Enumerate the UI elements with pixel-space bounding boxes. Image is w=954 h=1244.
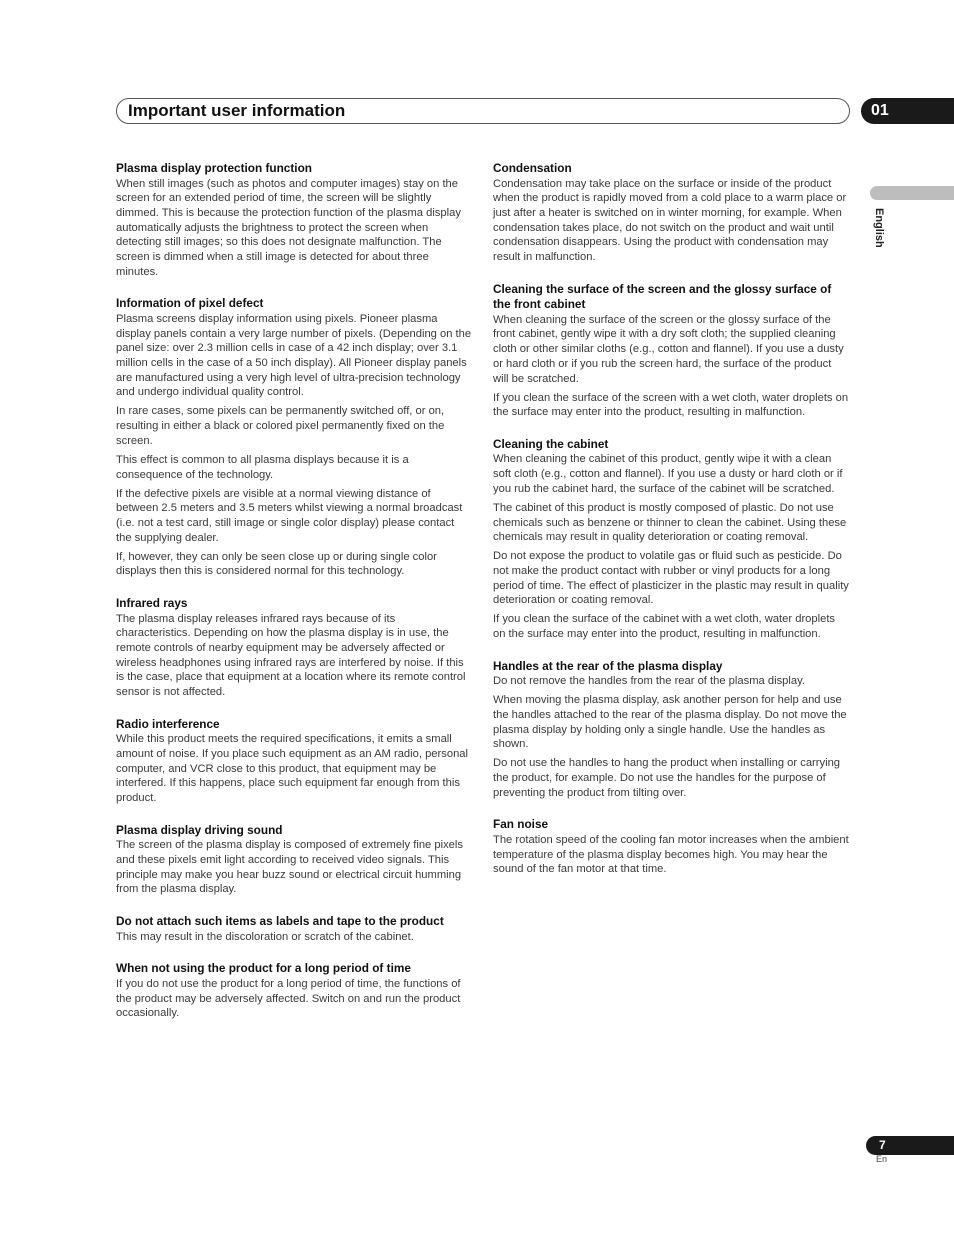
section bbox=[116, 296, 472, 579]
section-paragraph: The rotation speed of the cooling fan motor increases when the ambient temperature of the plasma display becomes high. You may hear the sound of the fan motor at that time. bbox=[493, 833, 849, 876]
section bbox=[493, 437, 849, 642]
left-column bbox=[116, 161, 472, 1038]
section-heading: Cleaning the cabinet bbox=[493, 436, 609, 451]
section-paragraph: Condensation may take place on the surface or inside of the product when the product is rapidly moved from a cold place to a warm place or just after a heater is switched on in winter morning, for example. When condensation takes place, do not switch on the product and wait until condensation disappears. Using the product with condensation may result in malfunction. bbox=[493, 177, 847, 264]
section-heading: When not using the product for a long period of time bbox=[116, 961, 411, 976]
section-paragraph: The plasma display releases infrared rays because of its characteristics. Depending on how the plasma display is in use, the remote controls of nearby equipment may be adversely affected or wireless headphones using infrared rays are interfered by noise. If this is the case, place that equipment at a location where its remote control sensor is not affected. bbox=[116, 612, 466, 699]
right-column bbox=[493, 161, 849, 894]
section-paragraph: If you clean the surface of the cabinet with a wet cloth, water droplets on the surface may enter into the product, resulting in malfunction. bbox=[493, 613, 836, 641]
section bbox=[493, 659, 849, 801]
section-header-bar bbox=[116, 98, 850, 124]
language-label: English bbox=[873, 208, 885, 248]
section-paragraph: If, however, they can only be seen close up or during single color displays then this is considered normal for this technology. bbox=[116, 550, 437, 578]
section-heading: Radio interference bbox=[116, 716, 220, 731]
section-paragraph: In rare cases, some pixels can be permanently switched off, or on, resulting in either a black or colored pixel permanently fixed on the screen. bbox=[116, 405, 445, 447]
section-paragraph: When still images (such as photos and computer images) stay on the screen for an extended period of time, the screen will be slightly dimmed. This is because the protection function of the plasma display automatically adjusts the brightness to protect the screen when detecting still images; so this does not designate malfunction. The screen is dimmed when a still image is detected for about three minutes. bbox=[116, 177, 461, 278]
section bbox=[116, 717, 472, 806]
section bbox=[493, 161, 849, 265]
section-heading: Information of pixel defect bbox=[116, 296, 264, 311]
section-paragraph: While this product meets the required specifications, it emits a small amount of noise. If you place such equipment as an AM radio, personal computer, and VCR close to this product, that equipment may be interfered. If this happens, place such equipment far enough from this product. bbox=[116, 733, 468, 805]
section-heading: Condensation bbox=[493, 161, 572, 175]
section bbox=[493, 282, 849, 420]
section-paragraph: Plasma screens display information using pixels. Pioneer plasma display panels contain a very large number of pixels. (Depending on the panel size: over 2.3 million cells in case of a 42 inch display; over 3.1 million cells in the case of a 50 inch display). All Pioneer display panels are manufactured using a very high level of ultra-precision technology and undergo individual quality control. bbox=[116, 312, 472, 399]
section-paragraph: When cleaning the surface of the screen or the glossy surface of the front cabinet, gently wipe it with a dry soft cloth; the supplied cleaning cloth or other similar cloths (e.g., cotton and flannel). If you use a dusty or hard cloth or if you rub the screen hard, the surface of the product will be scratched. bbox=[493, 313, 844, 385]
section-heading: Plasma display protection function bbox=[116, 161, 312, 175]
section-heading: Infrared rays bbox=[116, 596, 188, 611]
section bbox=[116, 596, 472, 700]
section-paragraph: Do not expose the product to volatile gas or fluid such as pesticide. Do not make the product contact with rubber or vinyl products for a long period of time. The effect of plasticizer in the plastic may result in quality deterioration or coating removal. bbox=[493, 550, 849, 607]
section bbox=[116, 914, 472, 944]
page-number: 7 bbox=[879, 1138, 886, 1152]
section bbox=[116, 161, 472, 279]
section-paragraph: Do not use the handles to hang the product when installing or carrying the product, for example. Do not use the handles for the purpose of preventing the product from tilting over. bbox=[493, 757, 841, 799]
section bbox=[116, 961, 472, 1021]
section-heading: Plasma display driving sound bbox=[116, 822, 283, 837]
section-paragraph: The screen of the plasma display is composed of extremely fine pixels and these pixels emit light according to received video signals. This principle may make you hear buzz sound or electrical circuit humming from the plasma display. bbox=[116, 839, 463, 896]
section-paragraph: Do not remove the handles from the rear of the plasma display. bbox=[493, 675, 805, 688]
section-paragraph: When cleaning the cabinet of this product, gently wipe it with a clean soft cloth (e.g., cotton and flannel). If you use a dusty or hard cloth or if you rub the cabinet hard, the surface of the cabinet will be scratched. bbox=[493, 453, 843, 495]
section-heading: Do not attach such items as labels and tape to the product bbox=[116, 914, 444, 929]
section-paragraph: This effect is common to all plasma displays because it is a consequence of the technology. bbox=[116, 453, 409, 481]
page-number-badge bbox=[866, 1136, 954, 1155]
section bbox=[493, 817, 849, 877]
section-paragraph: If you do not use the product for a long period of time, the functions of the product may be adversely affected. Switch on and run the product occasionally. bbox=[116, 977, 461, 1020]
section-paragraph: If the defective pixels are visible at a normal viewing distance of between 2.5 meters and 3.5 meters whilst viewing a normal broadcast (i.e. not a test card, still image or single color display) please contact the supplying dealer. bbox=[116, 487, 463, 544]
page-language-code: En bbox=[876, 1154, 888, 1164]
language-tab bbox=[870, 186, 954, 200]
section-paragraph: This may result in the discoloration or scratch of the cabinet. bbox=[116, 930, 414, 943]
section-paragraph: When moving the plasma display, ask another person for help and use the handles attached to the rear of the plasma display. Do not move the plasma display by holding only a single handle. Use the handles as shown. bbox=[493, 694, 847, 751]
section-heading: Handles at the rear of the plasma display bbox=[493, 658, 723, 673]
section-paragraph: The cabinet of this product is mostly composed of plastic. Do not use chemicals such as benzene or thinner to clean the cabinet. Using these chemicals may result in quality deterioration or coating removal. bbox=[493, 501, 847, 544]
section-paragraph: If you clean the surface of the screen with a wet cloth, water droplets on the surface may enter into the product, resulting in malfunction. bbox=[493, 391, 849, 419]
section bbox=[116, 823, 472, 897]
chapter-number: 01 bbox=[871, 102, 889, 119]
section-heading: Cleaning the surface of the screen and the glossy surface of the front cabinet bbox=[493, 281, 832, 312]
chapter-badge bbox=[861, 98, 954, 124]
page-title: Important user information bbox=[128, 101, 346, 120]
section-heading: Fan noise bbox=[493, 817, 549, 832]
